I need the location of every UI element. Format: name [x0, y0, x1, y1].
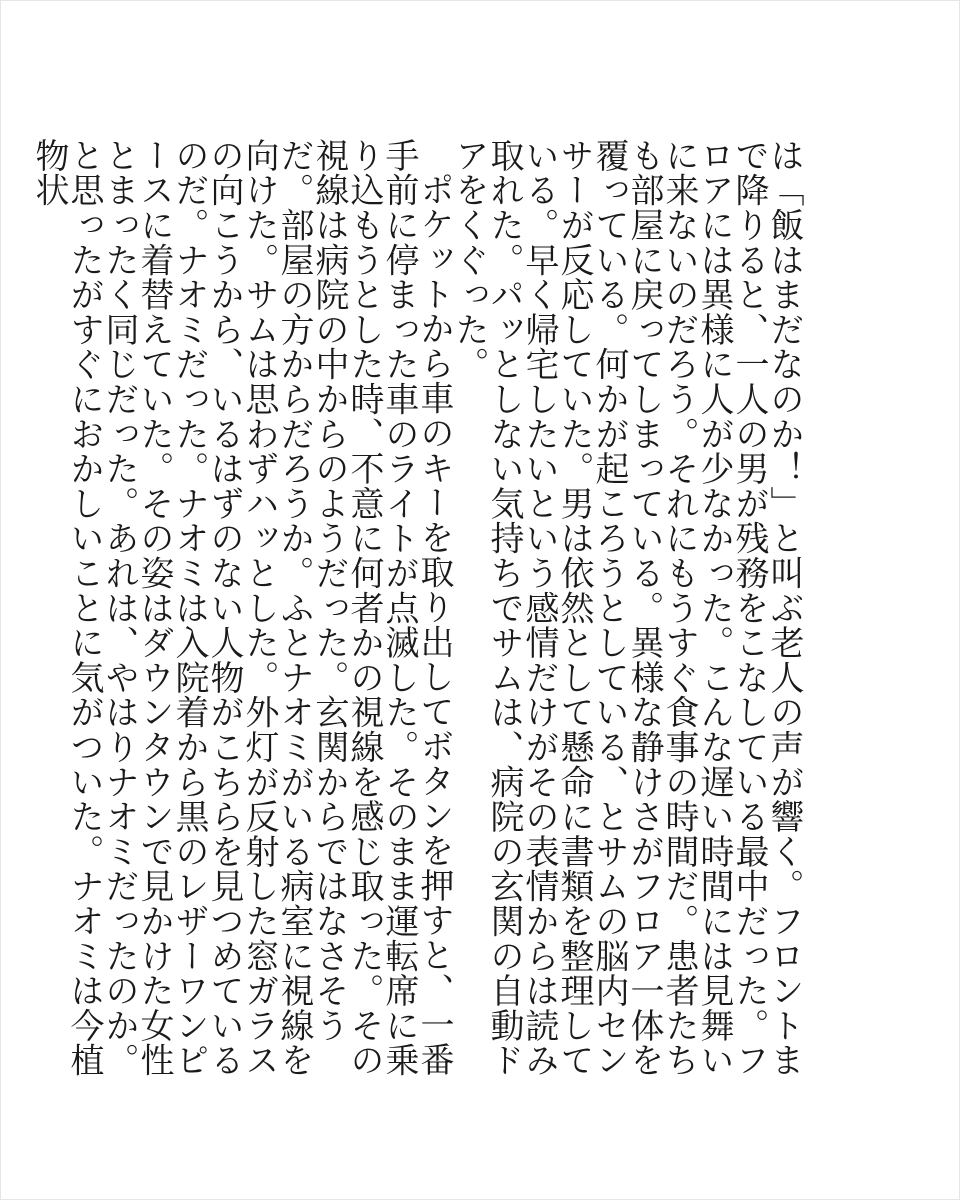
paragraph: ポケットから車のキーを取り出してボタンを押すと、一番手前に停まった車のライトが点滅した。そのまま運転席に乗り込もうとした時、不意に何者かの視線を感じ取った。その視線は病院の中からのようだった。玄関からではなさそうだ。部屋の方からだろうか。ふとナオミがいる病室に視線を向けた。サムは思わずハッとした。外灯が反射した窓ガラスの向こうから、いるはずのない人物がこちらを見つめているのだ。ナオミだった。ナオミは入院着から黒のレザーワンピースに着替えていた。その姿はダウンタウンで見かけた女性とまったく同じだった。あれは、やはりナオミだったのか。と思ったがすぐにおかしいことに気がついた。ナオミは今植物状 — [29, 138, 454, 1078]
vertical-text-body — [29, 138, 804, 1086]
paragraph: は「飯はまだなのか！」と叫ぶ老人の声が響く。フロントまで降りると、一人の男が残務をこなしている最中だった。フロアには異様に人が少なかった。こんな遅い時間には見舞いに来ないのだろう。それにもうすぐ食事の時間だ。患者たちも部屋に戻ってしまっている。異様な静けさがフロア一体を覆っている。何かが起ころうとしている、とサムの脳内センサーが反応していた。男は依然として懸命に書類を整理している。早く帰宅したいという感情だけがその表情からは読み取れた。パッとしない気持ちでサムは、病院の玄関の自動ドアをくぐった。 — [449, 138, 804, 1078]
